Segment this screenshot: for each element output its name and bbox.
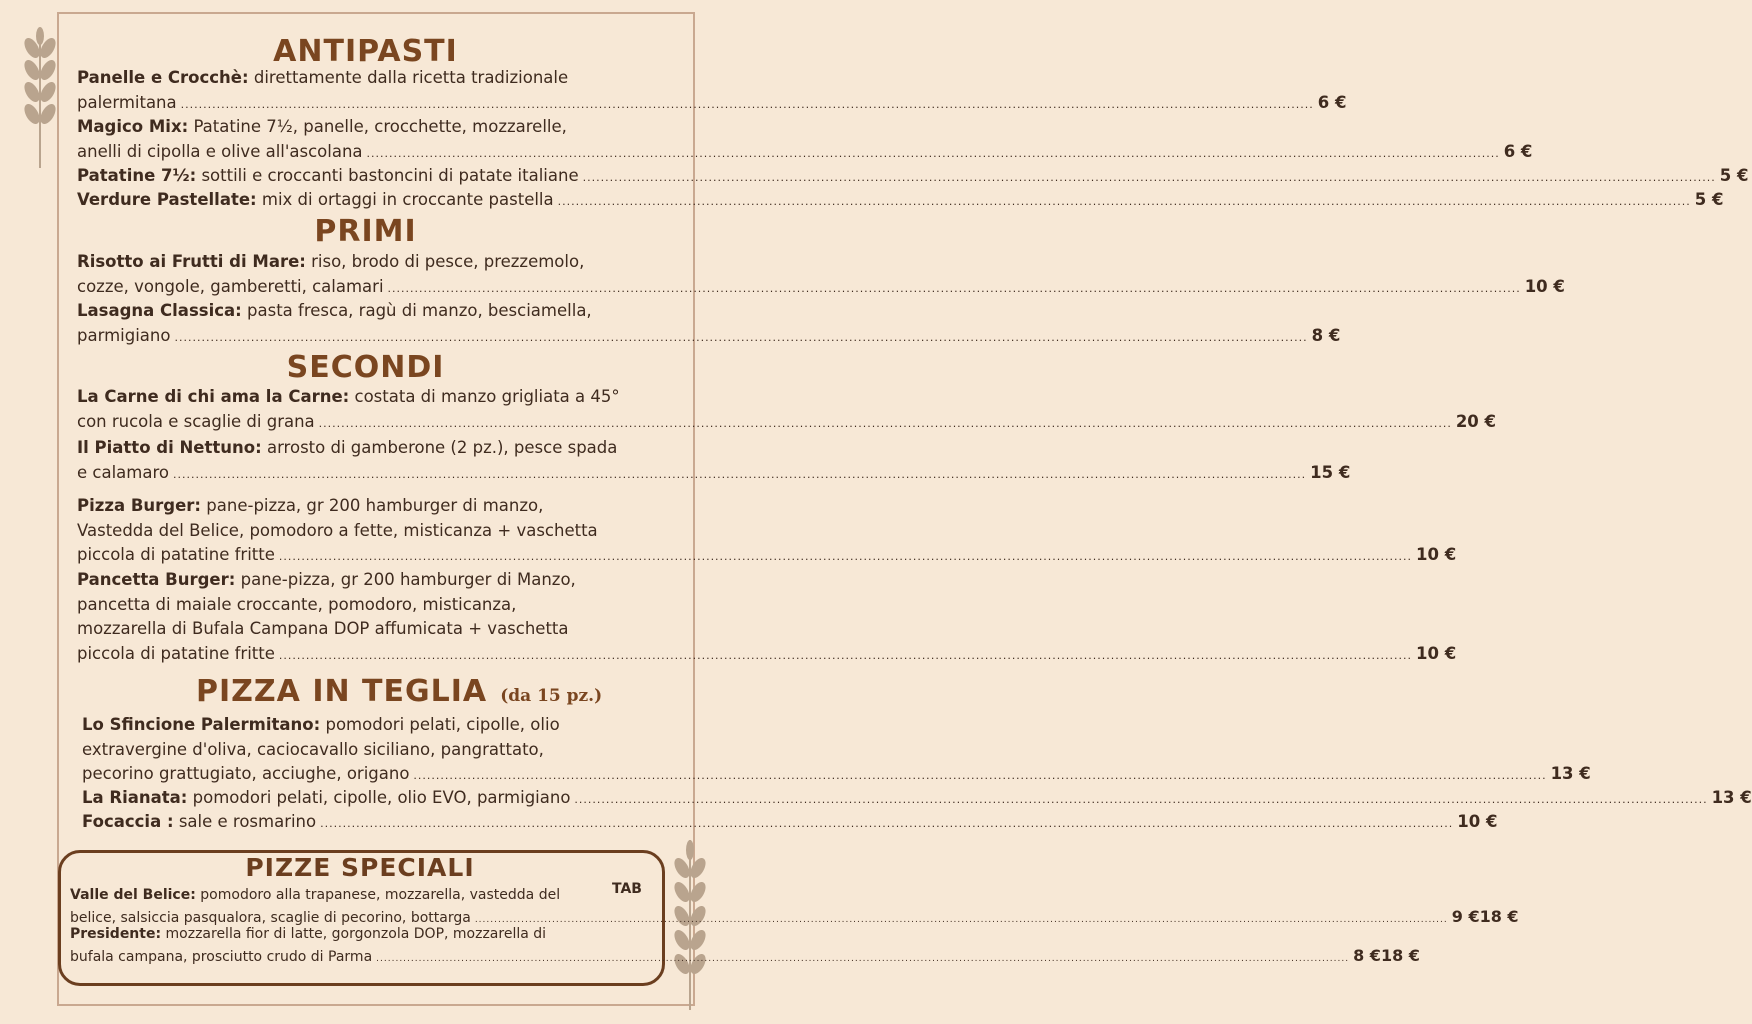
- item-name: Verdure Pastellate:: [77, 190, 257, 209]
- item-desc: Patatine 7½, panelle, crocchette, mozzarelle,: [193, 117, 567, 136]
- leader-dots: ............................................................................................................................................................................................................................................................: [172, 467, 1307, 481]
- item-desc: sottili e croccanti bastoncini di patate italiane: [201, 166, 579, 185]
- leader-dots: ............................................................................................................................................................................................................................................................: [180, 97, 1314, 111]
- item-price: 10 €: [1416, 643, 1457, 663]
- item-desc: bufala campana, prosciutto crudo di Parma: [70, 949, 373, 965]
- leader-dots: ............................................................................................................................................................................................................................................................: [474, 915, 1448, 925]
- item-desc: palermitana: [77, 92, 177, 112]
- leader-dots: ............................................................................................................................................................................................................................................................: [387, 281, 1521, 295]
- menu-item: [77, 494, 1457, 570]
- item-name: Focaccia :: [82, 812, 174, 831]
- item-price: 10 €: [1416, 545, 1457, 564]
- item-price: 13 €: [1711, 788, 1752, 807]
- item-desc: cozze, vongole, gamberetti, calamari: [77, 276, 384, 296]
- leader-dots: ............................................................................................................................................................................................................................................................: [582, 171, 1716, 184]
- item-price: 10 €: [1524, 276, 1565, 296]
- section-title-secondi: SECONDI: [286, 350, 445, 385]
- section-title-pizza-teglia: [196, 674, 602, 709]
- item-desc: piccola di patatine fritte: [77, 545, 275, 564]
- leader-dots: ............................................................................................................................................................................................................................................................: [278, 648, 1413, 662]
- leader-dots: ............................................................................................................................................................................................................................................................: [376, 954, 1350, 964]
- item-name: Patatine 7½:: [77, 166, 197, 185]
- item-name: Valle del Belice:: [70, 887, 196, 903]
- tab-label: TAB: [612, 881, 642, 897]
- item-name: Panelle e Crocchè:: [77, 68, 249, 87]
- menu-item: [77, 299, 1341, 350]
- leader-dots: ............................................................................................................................................................................................................................................................: [413, 769, 1547, 782]
- item-desc: pane-pizza, gr 200 hamburger di manzo,: [206, 496, 544, 515]
- menu-item: [82, 713, 1591, 789]
- item-name: Pancetta Burger:: [77, 570, 236, 589]
- item-name: Pizza Burger:: [77, 496, 202, 515]
- item-desc: belice, salsiccia pasqualora, scaglie di pecorino, bottarga: [70, 910, 471, 926]
- item-name: Magico Mix:: [77, 117, 189, 136]
- item-name: Il Piatto di Nettuno:: [77, 438, 262, 457]
- section-title-antipasti: ANTIPASTI: [273, 34, 458, 69]
- item-price: 9 €: [1451, 907, 1480, 926]
- leader-dots: ............................................................................................................................................................................................................................................................: [320, 817, 1454, 830]
- item-desc: arrosto di gamberone (2 pz.), pesce spada: [266, 438, 618, 457]
- menu-item: [77, 385, 1496, 436]
- item-desc: pomodori pelati, cipolle, olio: [325, 715, 560, 734]
- item-desc: pancetta di maiale croccante, pomodoro, misticanza,: [77, 594, 517, 614]
- menu-item: [82, 786, 1752, 813]
- item-desc: con rucola e scaglie di grana: [77, 411, 315, 431]
- item-price: 6 €: [1503, 141, 1533, 161]
- item-desc: mozzarella di Bufala Campana DOP affumicata + vaschetta: [77, 619, 569, 638]
- item-desc: piccola di patatine fritte: [77, 643, 275, 663]
- item-name: La Carne di chi ama la Carne:: [77, 387, 350, 406]
- menu-item: [77, 164, 1749, 191]
- leader-dots: ............................................................................................................................................................................................................................................................: [318, 416, 1452, 430]
- leader-dots: ............................................................................................................................................................................................................................................................: [574, 793, 1708, 806]
- menu-item: [77, 250, 1565, 301]
- item-price: 15 €: [1310, 462, 1351, 482]
- section-title-primi: PRIMI: [314, 214, 417, 249]
- item-price: 8 €: [1311, 325, 1341, 345]
- menu-item: [77, 115, 1533, 166]
- item-name: La Rianata:: [82, 788, 188, 807]
- item-desc: sale e rosmarino: [178, 812, 317, 831]
- item-desc: pomodoro alla trapanese, mozzarella, vastedda del: [200, 887, 561, 903]
- section-subtitle: (da 15 pz.): [500, 686, 603, 706]
- item-desc: direttamente dalla ricetta tradizionale: [253, 68, 569, 87]
- item-desc: costata di manzo grigliata a 45°: [354, 387, 620, 406]
- item-price: 8 €: [1353, 946, 1381, 965]
- item-desc: mix di ortaggi in croccante pastella: [261, 190, 554, 209]
- item-price: 10 €: [1457, 812, 1498, 831]
- menu-item: [77, 568, 1457, 668]
- item-name: Risotto ai Frutti di Mare:: [77, 252, 306, 271]
- leader-dots: ............................................................................................................................................................................................................................................................: [557, 195, 1691, 208]
- menu-item: [77, 436, 1351, 487]
- item-desc: parmigiano: [77, 325, 171, 345]
- item-name: Lasagna Classica:: [77, 301, 242, 320]
- item-desc: Vastedda del Belice, pomodoro a fette, misticanza + vaschetta: [77, 520, 598, 540]
- item-desc: pomodori pelati, cipolle, olio EVO, parmigiano: [192, 788, 571, 807]
- item-desc: pecorino grattugiato, acciughe, origano: [82, 764, 410, 783]
- menu-item: [77, 66, 1347, 117]
- item-price-tab: 18 €: [1380, 946, 1420, 965]
- item-price: 6 €: [1317, 92, 1347, 112]
- section-title-text: PIZZA IN TEGLIA: [196, 674, 488, 709]
- item-desc: extravergine d'oliva, caciocavallo siciliano, pangrattato,: [82, 739, 544, 759]
- item-desc: pane-pizza, gr 200 hamburger di Manzo,: [240, 570, 576, 589]
- item-price: 20 €: [1455, 411, 1496, 431]
- item-price: 5 €: [1719, 166, 1749, 185]
- leader-dots: ............................................................................................................................................................................................................................................................: [174, 330, 1308, 344]
- item-desc: anelli di cipolla e olive all'ascolana: [77, 141, 363, 161]
- section-title-pizze-speciali: PIZZE SPECIALI: [230, 853, 490, 882]
- menu-item: [70, 924, 1420, 970]
- item-name: Lo Sfincione Palermitano:: [82, 715, 321, 734]
- menu-item: [82, 810, 1498, 837]
- item-price: 13 €: [1550, 764, 1591, 783]
- item-price-tab: 18 €: [1479, 907, 1519, 926]
- item-desc: e calamaro: [77, 462, 169, 482]
- item-name: Presidente:: [70, 926, 162, 942]
- item-price: 5 €: [1694, 190, 1724, 209]
- item-desc: pasta fresca, ragù di manzo, besciamella,: [247, 301, 592, 320]
- item-desc: mozzarella fior di latte, gorgonzola DOP, mozzarella di: [165, 926, 547, 942]
- menu-item: [77, 188, 1724, 215]
- leader-dots: ............................................................................................................................................................................................................................................................: [366, 146, 1500, 160]
- item-desc: riso, brodo di pesce, prezzemolo,: [311, 252, 585, 271]
- leader-dots: ............................................................................................................................................................................................................................................................: [278, 550, 1413, 563]
